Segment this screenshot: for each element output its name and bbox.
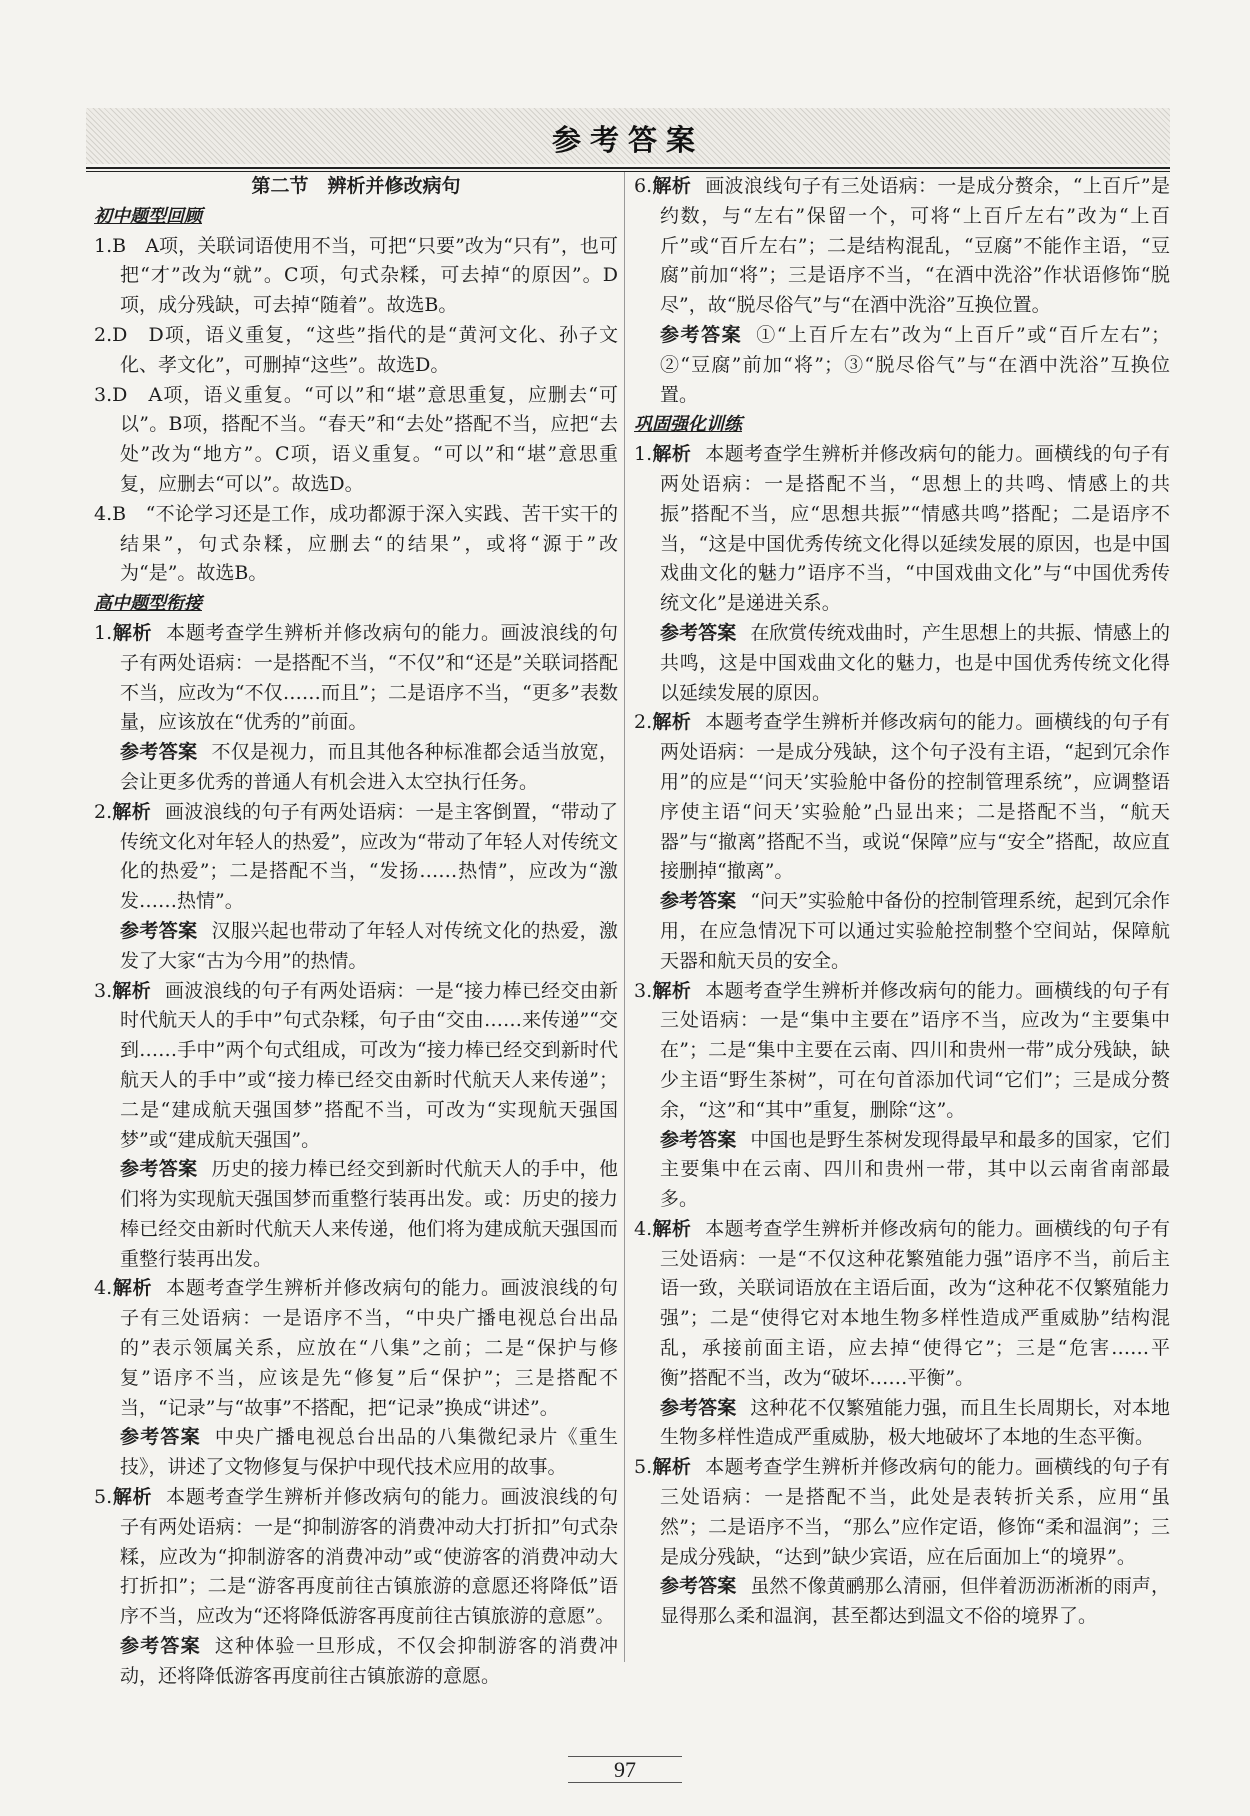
right-column (634, 172, 1170, 1632)
item-number: 6. (634, 175, 653, 197)
reinforce-answer-3 (634, 1126, 1170, 1215)
analysis-text: 本题考查学生辨析并修改病句的能力。画横线的句子有两处语病：一是搭配不当，“思想上的共鸣、情感上的共振”搭配不当，应“思想共振”“情感共鸣”搭配；二是语序不当，“这是中国优秀传统文化得以延续发展的原因，也是中国戏曲文化的魅力”语序不当，“中国戏曲文化”与“中国优秀传统文化”是递进关系。 (660, 443, 1170, 615)
answer-label: 参考答案 (120, 741, 198, 764)
analysis-text: 本题考查学生辨析并修改病句的能力。画横线的句子有两处语病：一是成分残缺，这个句子没有主语，“起到冗余作用”的应是“‘问天’实验舱中备份的控制管理系统”，应调整语序使主语“问天’实验舱”凸显出来；二是搭配不当，“航天器”与“撤离”搭配不当，或说“保障”应与“安全”搭配，故应直接删掉“撤离”。 (660, 711, 1170, 883)
senior-item-3 (94, 977, 618, 1156)
answer-label: 参考答案 (660, 890, 737, 913)
page-header (86, 108, 1170, 164)
answer-label: 参考答案 (660, 323, 743, 346)
analysis-text: 画波浪线的句子有两处语病：一是主客倒置，“带动了传统文化对年轻人的热爱”，应改为“带动了年轻人对传统文化的热爱”；二是搭配不当，“发扬……热情”，应改为“激发……热情”。 (120, 800, 618, 913)
analysis-label: 解析 (112, 621, 153, 644)
reinforce-item-5 (634, 1453, 1170, 1572)
reinforce-answer-4 (634, 1394, 1170, 1454)
section-title: 第二节 辨析并修改病句 (251, 175, 461, 197)
item-number: 5. (634, 1456, 653, 1479)
item-number: 1. (94, 621, 113, 644)
analysis-label: 解析 (652, 711, 692, 734)
answer-text: 中央广播电视总台出品的八集微纪录片《重生技》，讲述了文物修复与保护中现代技术应用的故事。 (120, 1426, 618, 1479)
analysis-text: 本题考查学生辨析并修改病句的能力。画横线的句子有三处语病：一是“集中主要在”语序不当，应改为“主要集中在”；二是“集中主要在云南、四川和贵州一带”成分残缺，缺少主语“野生茶树”，可在句首添加代词“它们”；三是成分赘余，“这”和“其中”重复，删除“这”。 (660, 979, 1170, 1121)
answer-label: 参考答案 (660, 1575, 737, 1598)
analysis-label: 解析 (112, 1486, 153, 1509)
answer-text: 在欣赏传统戏曲时，产生思想上的共振、情感上的共鸣，这是中国戏曲文化的魅力，也是中国优秀传统文化得以延续发展的原因。 (660, 621, 1170, 704)
senior-item-4 (94, 1274, 618, 1423)
item-number: 4. (94, 1277, 113, 1300)
analysis-text: 画波浪线句子有三处语病：一是成分赘余，“上百斤”是约数，与“左右”保留一个，可将“上百斤左右”改为“上百斤”或“百斤左右”；二是结构混乱，“豆腐”不能作主语，“豆腐”前加“将”；三是语序不当，“在酒中洗浴”作状语修饰“脱尽”，故“脱尽俗气”与“在酒中洗浴”互换位置。 (660, 175, 1170, 317)
answer-text: 中国也是野生茶树发现得最早和最多的国家，它们主要集中在云南、四川和贵州一带，其中以云南省南部最多。 (660, 1128, 1170, 1211)
senior-item-1 (94, 619, 618, 738)
answer-1 (94, 738, 618, 798)
analysis-text: 本题考查学生辨析并修改病句的能力。画波浪线的句子有两处语病：一是“抑制游客的消费冲动大打折扣”句式杂糅，应改为“抑制游客的消费冲动”或“使游客的消费冲动大打折扣”；二是“游客再度前往古镇旅游的意愿还将降低”语序不当，应改为“还将降低游客再度前往古镇旅游的意愿”。 (120, 1486, 618, 1628)
subheading-junior: 初中题型回顾 (94, 205, 202, 227)
analysis-text: 画波浪线的句子有两处语病：一是“接力棒已经交由新时代航天人的手中”句式杂糅，句子由“交由……来传递”“交到……手中”两个句式组成，可改为“接力棒已经交到新时代航天人的手中”或“接力棒已经交由新时代航天人来传递”；二是“建成航天强国梦”搭配不当，可改为“实现航天强国梦”或“建成航天强国”。 (120, 979, 618, 1151)
answer-label: 参考答案 (660, 1128, 737, 1151)
answer-text: “问天”实验舱中备份的控制管理系统，起到冗余作用，在应急情况下可以通过实验舱控制整个空间站，保障航天器和航天员的安全。 (660, 890, 1170, 972)
item-number: 2. (94, 800, 113, 823)
junior-item-1: 1.B A项，关联词语使用不当，可把“只要”改为“只有”，也可把“才”改为“就”。C项，句式杂糅，可去掉“的原因”。D项，成分残缺，可去掉“随着”。故选B。 (94, 234, 618, 317)
senior-item-5 (94, 1483, 618, 1632)
page-number (0, 1757, 1250, 1783)
analysis-label: 解析 (112, 800, 151, 823)
analysis-label: 解析 (112, 1277, 153, 1300)
header-title: 参考答案 (551, 123, 704, 157)
reinforce-item-1 (634, 440, 1170, 619)
answer-4 (94, 1423, 618, 1483)
reinforce-answer-5 (634, 1572, 1170, 1632)
analysis-label: 解析 (652, 979, 692, 1002)
analysis-text: 本题考查学生辨析并修改病句的能力。画横线的句子有三处语病：一是“不仅这种花繁殖能力强”语序不当，前后主语一致，关联词语放在主语后面，改为“这种花不仅繁殖能力强”；二是“使得它对本地生物多样性造成严重威胁”结构混乱，承接前面主语，应去掉“使得它”；三是“危害……平衡”搭配不当，改为“破坏……平衡”。 (660, 1217, 1170, 1389)
junior-item-3: 3.D A项，语义重复。“可以”和“堪”意思重复，应删去“可以”。B项，搭配不当。“春天”和“去处”搭配不当，应把“去处”改为“地方”。C项，语义重复。“可以”和“堪”意思重复，应删去“可以”。故选D。 (94, 383, 618, 495)
analysis-label: 解析 (112, 979, 151, 1002)
answer-label: 参考答案 (660, 621, 737, 644)
junior-item-2: 2.D D项，语义重复，“这些”指代的是“黄河文化、孙子文化、孝文化”，可删掉“这些”。故选D。 (94, 323, 618, 376)
answer-label: 参考答案 (120, 919, 198, 942)
answer-label: 参考答案 (120, 1158, 198, 1181)
answer-text: 这种花不仅繁殖能力强，而且生长周期长，对本地生物多样性造成严重威胁，极大地破坏了本地的生态平衡。 (660, 1396, 1170, 1449)
answer-text: 这种体验一旦形成，不仅会抑制游客的消费冲动，还将降低游客再度前往古镇旅游的意愿。 (120, 1635, 618, 1687)
item-number: 3. (94, 979, 113, 1002)
analysis-label: 解析 (652, 175, 692, 197)
answer-text: 虽然不像黄鹂那么清丽，但伴着沥沥淅淅的雨声，显得那么柔和温润，甚至都达到温文不俗的境界了。 (660, 1575, 1170, 1628)
subheading-reinforce: 巩固强化训练 (634, 414, 742, 436)
page-number-value: 97 (568, 1756, 682, 1783)
reinforce-item-3 (634, 977, 1170, 1126)
answer-text: 不仅是视力，而且其他各种标准都会适当放宽，会让更多优秀的普通人有机会进入太空执行任务。 (120, 741, 618, 793)
answer-text: 汉服兴起也带动了年轻人对传统文化的热爱，激发了大家“古为今用”的热情。 (120, 919, 618, 972)
junior-item-4: 4.B “不论学习还是工作，成功都源于深入实践、苦干实干的结果”，句式杂糅，应删去“的结果”，或将“源于”改为“是”。故选B。 (94, 502, 618, 585)
column-divider (624, 172, 625, 1662)
answer-label: 参考答案 (120, 1426, 201, 1449)
answer-text: ①“上百斤左右”改为“上百斤”或“百斤左右”；②“豆腐”前加“将”；③“脱尽俗气”与“在酒中洗浴”互换位置。 (660, 323, 1170, 406)
item-number: 1. (634, 443, 653, 466)
answer-3 (94, 1155, 618, 1274)
analysis-text: 本题考查学生辨析并修改病句的能力。画横线的句子有三处语病：一是搭配不当，此处是表转折关系，应用“虽然”；二是语序不当，“那么”应作定语，修饰“柔和温润”；三是成分残缺，“达到”缺少宾语，应在后面加上“的境界”。 (660, 1456, 1170, 1568)
answer-label: 参考答案 (660, 1396, 737, 1419)
reinforce-answer-2 (634, 887, 1170, 976)
item-number: 3. (634, 979, 653, 1002)
analysis-text: 本题考查学生辨析并修改病句的能力。画波浪线的句子有三处语病：一是语序不当，“中央广播电视总台出品的”表示领属关系，应放在“八集”之前；二是“保护与修复”语序不当，应该是先“修复”后“保护”；三是搭配不当，“记录”与“故事”不搭配，把“记录”换成“讲述”。 (120, 1277, 618, 1419)
reinforce-answer-1 (634, 619, 1170, 708)
answer-2 (94, 917, 618, 977)
answer-6 (634, 321, 1170, 410)
item-number: 4. (634, 1217, 653, 1240)
answer-5 (94, 1632, 618, 1692)
answer-label: 参考答案 (120, 1635, 201, 1658)
answer-text: 历史的接力棒已经交到新时代航天人的手中，他们将为实现航天强国梦而重整行装再出发。或：历史的接力棒已经交由新时代航天人来传递，他们将为建成航天强国而重整行装再出发。 (120, 1158, 618, 1270)
senior-item-6 (634, 172, 1170, 321)
item-number: 2. (634, 711, 653, 734)
analysis-label: 解析 (652, 1217, 692, 1240)
reinforce-item-2 (634, 708, 1170, 887)
analysis-label: 解析 (652, 443, 692, 466)
senior-item-2 (94, 798, 618, 917)
header-rule (86, 167, 1170, 169)
subheading-senior: 高中题型衔接 (94, 593, 202, 615)
item-number: 5. (94, 1486, 113, 1509)
analysis-text: 本题考查学生辨析并修改病句的能力。画波浪线的句子有两处语病：一是搭配不当，“不仅”和“还是”关联词搭配不当，应改为“不仅……而且”；二是语序不当，“更多”表数量，应该放在“优秀的”前面。 (120, 621, 618, 734)
reinforce-item-4 (634, 1215, 1170, 1394)
left-column (94, 172, 618, 1692)
analysis-label: 解析 (652, 1456, 692, 1479)
